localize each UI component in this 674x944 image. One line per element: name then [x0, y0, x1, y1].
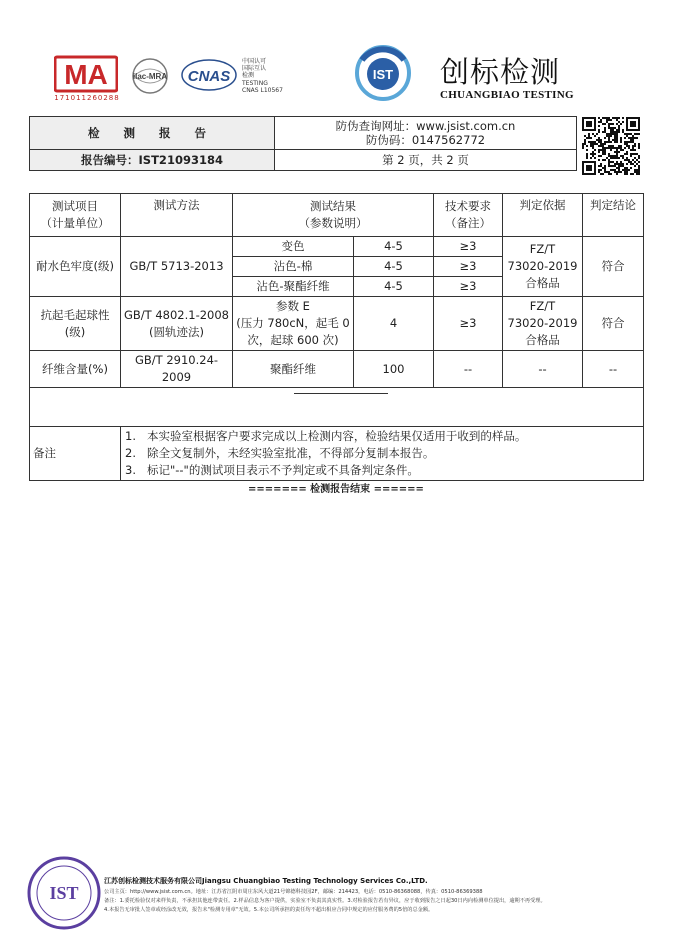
row2-req: ≥3	[434, 297, 503, 351]
table-row	[30, 351, 644, 388]
anti-fake-info	[275, 117, 577, 150]
cma-number: 171011260288	[54, 94, 120, 102]
row1-value: 4-5	[354, 257, 434, 277]
row1-param: 变色	[233, 237, 354, 257]
table-row	[30, 237, 644, 257]
row1-req: ≥3	[434, 237, 503, 257]
cnas-logo	[180, 58, 238, 92]
report-header-table	[29, 116, 577, 171]
row1-param: 沾色-聚酯纤维	[233, 277, 354, 297]
row3-value: 100	[354, 351, 434, 388]
query-url: 防伪查询网址：www.jsist.com.cn	[335, 119, 516, 133]
row3-conclusion: --	[583, 351, 644, 388]
ilac-mra-logo	[126, 56, 174, 96]
header-basis: 判定依据	[503, 194, 583, 237]
note-item: 2. 除全文复制外，未经实验室批准，不得部分复制本报告。	[125, 446, 435, 460]
footer-line-2: 备注：1.委托检验仅对来样负责，不承担其他连带责任。2.样品信息为客户提供，实验室不负责其真实性。3.对检验报告若有异议，应于收到报告之日起30日内向检测单位提出，逾期不再受理。	[104, 898, 546, 904]
footer-line-1: 公司主页：http://www.jsist.com.cn。地址：江苏省江阴市周庄东风大道21号锦德科技园2F，邮编：214423，电话：0510-86368088，传真：0510-86369388	[104, 889, 483, 895]
header-requirement: 技术要求 （备注）	[434, 194, 503, 237]
testing-seal	[26, 855, 102, 931]
ilac-text: ilac-MRA	[132, 72, 168, 81]
cma-logo	[54, 54, 118, 94]
row3-method: GB/T 2910.24-2009	[121, 351, 233, 388]
row2-basis: FZ/T 73020-2019 合格品	[503, 297, 583, 351]
row2-conclusion: 符合	[583, 297, 644, 351]
page-info: 第 2 页，共 2 页	[275, 150, 577, 171]
notes-row	[30, 427, 644, 481]
header-method: 测试方法	[121, 194, 233, 237]
notes-list	[121, 427, 644, 481]
results-table	[29, 193, 644, 481]
report-end-marker: ======= 检测报告结束 ======	[248, 484, 424, 495]
row3-item: 纤维含量(%)	[30, 351, 121, 388]
row1-method: GB/T 5713-2013	[121, 237, 233, 297]
row1-item: 耐水色牢度(级)	[30, 237, 121, 297]
report-number: 报告编号：IST21093184	[30, 150, 275, 171]
ist-text: IST	[372, 67, 394, 82]
anti-fake-code: 防伪码：0147562772	[365, 133, 486, 147]
cnas-info: 中国认可 国际互认 检测 TESTING CNAS L10567	[242, 58, 283, 94]
row1-value: 4-5	[354, 277, 434, 297]
ist-logo	[352, 44, 414, 102]
row1-req: ≥3	[434, 257, 503, 277]
header-item: 测试项目 （计量单位）	[30, 194, 121, 237]
cma-text: MA	[64, 59, 108, 90]
qr-code	[582, 117, 640, 175]
report-title: 检 测 报 告	[30, 117, 275, 150]
brand-name-en: CHUANGBIAO TESTING	[440, 89, 574, 101]
header-result: 测试结果 （参数说明）	[233, 194, 434, 237]
note-item: 3. 标记"--"的测试项目表示不予判定或不具备判定条件。	[125, 463, 419, 477]
cnas-text: CNAS	[187, 68, 231, 85]
row2-value: 4	[354, 297, 434, 351]
row1-req: ≥3	[434, 277, 503, 297]
blank-row	[30, 388, 644, 427]
footer-company: 江苏创标检测技术服务有限公司Jiangsu Chuangbiao Testing Technology Services Co.,LTD.	[104, 877, 428, 885]
blank-cell	[30, 388, 644, 427]
header-conclusion: 判定结论	[583, 194, 644, 237]
row3-basis: --	[503, 351, 583, 388]
table-row	[30, 297, 644, 351]
brand-name-cn: 创标检测	[440, 55, 561, 89]
footer-line-3: 4.本报告无审批人签章或经涂改无效，报告未"检测专用章"无效。5.本公司所承担的责任均不超出相应合同中规定的应付服务费的5倍的总金额。	[104, 907, 434, 913]
row3-param: 聚酯纤维	[233, 351, 354, 388]
row1-param: 沾色-棉	[233, 257, 354, 277]
row1-value: 4-5	[354, 237, 434, 257]
row1-conclusion: 符合	[583, 237, 644, 297]
row3-req: --	[434, 351, 503, 388]
divider	[294, 393, 388, 394]
row2-param: 参数 E (压力 780cN，起毛 0 次，起球 600 次)	[233, 297, 354, 351]
row1-basis: FZ/T 73020-2019 合格品	[503, 237, 583, 297]
notes-label: 备注	[30, 427, 121, 481]
seal-text: IST	[49, 883, 79, 903]
row2-item: 抗起毛起球性 (级)	[30, 297, 121, 351]
table-header-row	[30, 194, 644, 237]
note-item: 1. 本实验室根据客户要求完成以上检测内容，检验结果仅适用于收到的样品。	[125, 429, 527, 443]
row2-method: GB/T 4802.1-2008 (圆轨迹法)	[121, 297, 233, 351]
